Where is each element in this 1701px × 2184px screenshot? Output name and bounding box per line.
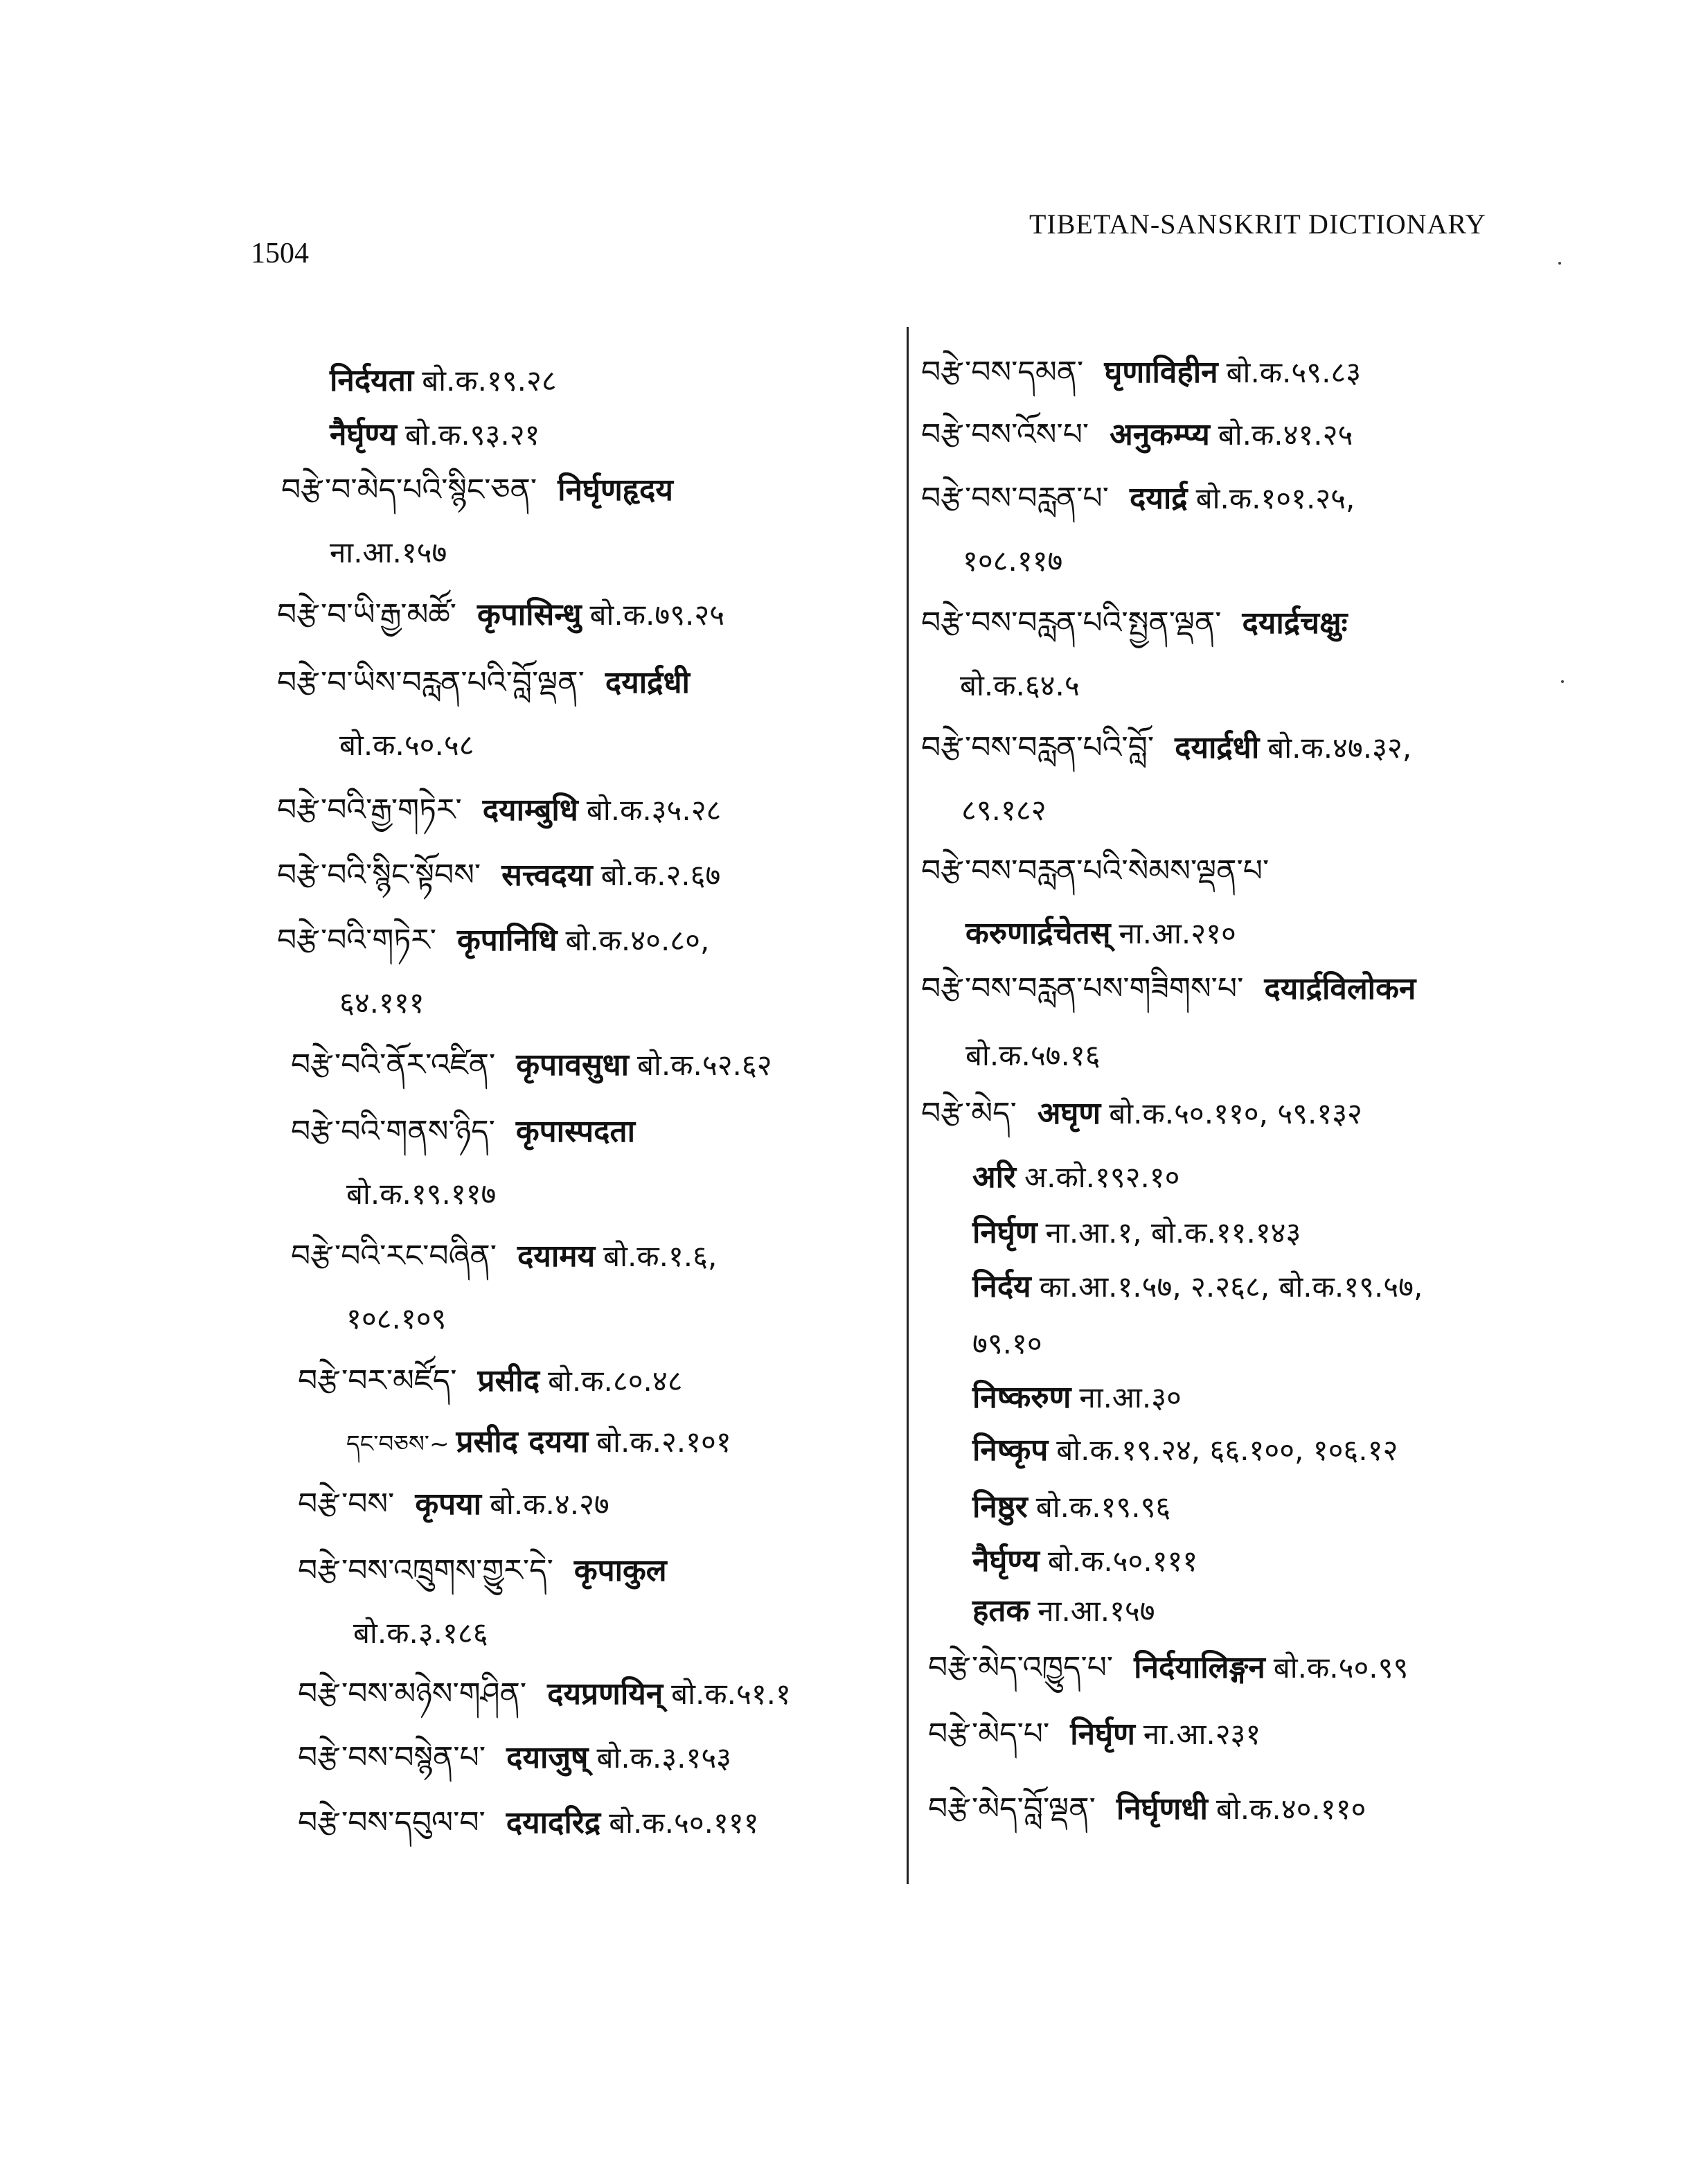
dictionary-entry — [921, 416, 1353, 454]
sanskrit-equivalent: निर्दय — [972, 1269, 1031, 1304]
source-reference: ना.आ.१, बो.क.११.१४३ — [1045, 1216, 1301, 1250]
tibetan-headword: བརྩེ་མེད་བློ་ལྡན་ — [928, 1791, 1096, 1827]
tibetan-headword: བརྩེ་བས་འོས་པ་ — [921, 417, 1089, 452]
source-reference: बो.क.५०.९९ — [1273, 1651, 1409, 1685]
tibetan-headword: བརྩེ་བའི་སྙིང་སྟོབས་ — [277, 858, 481, 893]
sanskrit-equivalent: दयार्द्रविलोकन — [1264, 971, 1416, 1006]
source-reference: बो.क.५०.१११ — [1047, 1544, 1198, 1578]
sanskrit-equivalent: सत्त्वदया — [501, 858, 593, 893]
sanskrit-equivalent: कृपास्पदता — [515, 1114, 636, 1149]
source-reference: बो.क.४१.२५ — [1218, 418, 1353, 452]
dictionary-entry — [963, 542, 1062, 580]
source-reference: १०८.१०९ — [346, 1302, 447, 1335]
sanskrit-equivalent: दयार्द्र — [1129, 481, 1188, 516]
dictionary-entry — [921, 970, 1416, 1009]
source-reference: ६४.१११ — [339, 986, 425, 1020]
source-reference: बो.क.१९.२८ — [422, 364, 557, 398]
dictionary-entry — [960, 666, 1080, 705]
tibetan-headword: བརྩེ་བའི་ནོར་འཛིན་ — [291, 1047, 496, 1083]
dictionary-entry — [346, 1423, 731, 1464]
sanskrit-equivalent: निर्घृणहृदय — [558, 472, 673, 508]
sanskrit-equivalent: अरि — [972, 1160, 1017, 1195]
source-reference: का.आ.१.५७, २.२६८, बो.क.१९.५७, — [1039, 1270, 1423, 1304]
dictionary-entry — [330, 362, 557, 400]
sanskrit-equivalent: प्रसीद — [477, 1363, 540, 1399]
dictionary-entry — [972, 1592, 1155, 1631]
dictionary-entry — [277, 921, 709, 960]
sanskrit-equivalent: दयार्द्रधी — [605, 665, 690, 700]
tibetan-headword: བརྩེ་བས་བརླན་པའི་བློ་ — [921, 730, 1155, 765]
dictionary-entry — [339, 984, 425, 1022]
dictionary-entry — [961, 791, 1047, 830]
source-reference: बो.क.५१.१ — [671, 1677, 791, 1711]
dictionary-entry — [298, 1739, 731, 1777]
sanskrit-equivalent: निर्घृण — [972, 1215, 1037, 1250]
tibetan-headword: བརྩེ་བའི་གནས་ཉིད་ — [291, 1114, 495, 1149]
tibetan-headword: བརྩེ་བས་དབུལ་བ་ — [298, 1805, 486, 1840]
dictionary-entry — [281, 471, 673, 510]
tibetan-headword: བརྩེ་མེད་འཁྱུད་པ་ — [928, 1650, 1114, 1685]
sanskrit-equivalent: निर्दयालिङ्गन — [1134, 1650, 1265, 1685]
sanskrit-equivalent: नैर्घृण्य — [972, 1543, 1040, 1579]
dictionary-entry — [330, 533, 447, 572]
dictionary-entry — [346, 1299, 446, 1338]
source-reference: ना.आ.२३१ — [1143, 1717, 1261, 1751]
tibetan-headword: བརྩེ་བས་བརླན་པས་གཟིགས་པ་ — [921, 971, 1244, 1006]
sanskrit-equivalent: कृपानिधि — [457, 923, 558, 958]
source-reference: ना.आ.१५७ — [330, 535, 447, 569]
source-reference: बो.क.६४.५ — [960, 668, 1080, 702]
tibetan-headword: བརྩེ་མེད་ — [921, 1096, 1017, 1131]
sanskrit-equivalent: कृपया — [415, 1486, 482, 1522]
source-reference: १०८.११७ — [963, 544, 1063, 578]
sanskrit-equivalent: दयाजुष् — [506, 1740, 589, 1775]
sanskrit-equivalent: निष्करुण — [972, 1380, 1071, 1415]
sanskrit-equivalent: नैर्घृण्य — [330, 417, 397, 452]
source-reference: बो.क.५७.१६ — [965, 1038, 1101, 1072]
dictionary-entry — [277, 664, 690, 702]
source-reference: बो.क.७९.२५ — [589, 598, 725, 632]
tibetan-headword: བརྩེ་བ་ཡིས་བརླན་པའི་བློ་ལྡན་ — [277, 665, 585, 700]
dictionary-entry — [965, 1036, 1101, 1075]
sanskrit-equivalent: दयादरिद्र — [506, 1805, 601, 1840]
sanskrit-equivalent: कृपावसुधा — [516, 1047, 630, 1083]
source-reference: ८९.१८२ — [961, 793, 1047, 827]
sanskrit-equivalent: दयार्द्रचक्षुः — [1242, 605, 1348, 641]
dictionary-entry — [298, 1362, 683, 1401]
dictionary-entry — [921, 729, 1411, 767]
dictionary-entry — [291, 1112, 635, 1151]
source-reference: बो.क.५०.५८ — [339, 728, 474, 762]
tibetan-headword: བརྩེ་བ་མེད་པའི་སྙིང་ཅན་ — [281, 472, 537, 508]
source-reference: बो.क.४७.३२, — [1267, 731, 1412, 765]
dictionary-entry — [291, 1046, 772, 1085]
source-reference: बो.क.२.१०१ — [596, 1425, 731, 1459]
dictionary-entry — [298, 1804, 759, 1843]
sanskrit-equivalent: कृपासिन्धु — [477, 597, 582, 632]
tibetan-headword: བརྩེ་བས་བརླན་པ་ — [921, 481, 1109, 516]
dictionary-entry — [298, 1485, 609, 1524]
source-reference: ७९.१० — [972, 1326, 1042, 1360]
source-reference: बो.क.४०.११० — [1215, 1792, 1366, 1826]
sanskrit-equivalent: निष्कृप — [972, 1432, 1049, 1468]
tibetan-headword: བརྩེ་བས་བརླན་པའི་སེམས་ལྡན་པ་ — [921, 853, 1270, 889]
sanskrit-equivalent: निर्घृण — [1070, 1716, 1135, 1752]
dictionary-entry — [277, 596, 724, 634]
sanskrit-equivalent: कृपाकुल — [573, 1553, 667, 1588]
sanskrit-equivalent: हतक — [972, 1593, 1030, 1628]
tibetan-headword: བརྩེ་བའི་རྒྱ་གཏེར་ — [277, 792, 462, 828]
source-reference: ना.आ.३० — [1079, 1380, 1182, 1414]
dictionary-entry — [972, 1158, 1180, 1197]
dictionary-entry — [965, 914, 1236, 953]
sanskrit-equivalent: घृणाविहीन — [1104, 355, 1218, 390]
tibetan-headword: བརྩེ་བས་དམན་ — [921, 355, 1084, 390]
prefix-abbreviation: དང་བཅས་~ — [346, 1430, 449, 1458]
dictionary-entry — [972, 1431, 1398, 1470]
page-number: 1504 — [251, 238, 309, 269]
dictionary-entry — [921, 604, 1348, 643]
tibetan-headword: བརྩེ་བས་མཉེས་གཤིན་ — [298, 1676, 527, 1712]
dictionary-entry — [972, 1324, 1042, 1363]
dictionary-entry — [277, 791, 721, 830]
tibetan-headword: བརྩེ་བས་བསྙེན་པ་ — [298, 1740, 486, 1775]
source-reference: बो.क.५०.११०, ५९.१३२ — [1109, 1097, 1362, 1130]
tibetan-headword: བརྩེ་བའི་གཏེར་ — [277, 923, 436, 958]
dictionary-entry — [339, 726, 474, 765]
dictionary-entry — [972, 1488, 1170, 1527]
dictionary-entry — [277, 856, 720, 895]
source-reference: बो.क.१.६, — [603, 1239, 718, 1273]
sanskrit-equivalent: दयप्रणयिन् — [547, 1676, 664, 1712]
source-reference: ना.आ.१५७ — [1037, 1594, 1155, 1628]
sanskrit-equivalent: करुणार्द्रचेतस् — [965, 916, 1111, 951]
tibetan-headword: བརྩེ་བའི་རང་བཞིན་ — [291, 1239, 497, 1274]
source-reference: बो.क.३५.२८ — [586, 793, 722, 827]
dictionary-entry — [972, 1378, 1182, 1417]
source-reference: बो.क.४.२७ — [490, 1487, 609, 1521]
source-reference: बो.क.१९.२४, ६६.१००, १०६.१२ — [1056, 1433, 1398, 1467]
dictionary-entry — [291, 1237, 717, 1276]
sanskrit-equivalent: अनुकम्प्य — [1110, 417, 1210, 452]
dictionary-entry — [928, 1715, 1261, 1754]
sanskrit-equivalent: निष्ठुर — [972, 1489, 1028, 1525]
sanskrit-equivalent: निर्घृणधी — [1116, 1791, 1208, 1827]
tibetan-headword: བརྩེ་མེད་པ་ — [928, 1716, 1050, 1752]
source-reference: बो.क.३.१५३ — [596, 1741, 731, 1775]
tibetan-headword: བརྩེ་བ་ཡི་རྒྱ་མཚོ་ — [277, 597, 456, 632]
dictionary-entry — [921, 353, 1361, 392]
sanskrit-equivalent: दयाम्बुधि — [482, 792, 578, 828]
sanskrit-equivalent: दयामय — [517, 1239, 596, 1274]
source-reference: बो.क.१९.९६ — [1035, 1490, 1171, 1524]
source-reference: अ.को.१९२.१० — [1024, 1160, 1180, 1194]
tibetan-headword: བརྩེ་བས་ — [298, 1486, 395, 1522]
tibetan-headword: བརྩེ་བས་འཁྲུགས་གྱུར་དེ་ — [298, 1553, 553, 1588]
dictionary-entry — [972, 1542, 1197, 1581]
source-reference: बो.क.८०.४८ — [548, 1364, 683, 1398]
dictionary-entry — [921, 479, 1355, 518]
dictionary-entry — [928, 1649, 1408, 1687]
sanskrit-equivalent: निर्दयता — [330, 363, 414, 398]
source-reference: बो.क.४०.८०, — [565, 923, 710, 957]
scan-speck — [1558, 262, 1561, 265]
running-head: TIBETAN-SANSKRIT DICTIONARY — [1029, 208, 1486, 240]
source-reference: बो.क.५०.१११ — [609, 1806, 759, 1840]
column-divider — [907, 327, 909, 1884]
scan-speck — [1561, 680, 1564, 683]
dictionary-entry — [921, 1094, 1362, 1133]
sanskrit-equivalent: दयार्द्रधी — [1175, 730, 1260, 765]
dictionary-entry — [330, 416, 540, 454]
dictionary-entry — [921, 852, 1290, 891]
source-reference: बो.क.१९.११७ — [346, 1177, 497, 1211]
dictionary-entry — [298, 1675, 791, 1714]
source-reference: बो.क.२.६७ — [600, 858, 721, 892]
sanskrit-equivalent: अघृण — [1037, 1096, 1101, 1131]
source-reference: ना.आ.२१० — [1119, 916, 1236, 950]
tibetan-headword: བརྩེ་བར་མཛོད་ — [298, 1363, 457, 1399]
dictionary-entry — [353, 1614, 488, 1653]
tibetan-headword: བརྩེ་བས་བརླན་པའི་སྤྱན་ལྡན་ — [921, 605, 1222, 641]
dictionary-entry — [346, 1175, 496, 1214]
dictionary-entry — [972, 1214, 1301, 1252]
dictionary-entry — [928, 1790, 1366, 1829]
sanskrit-equivalent: प्रसीद दयया — [456, 1424, 589, 1459]
source-reference: बो.क.५९.८३ — [1226, 355, 1362, 389]
dictionary-entry — [298, 1552, 667, 1590]
source-reference: बो.क.१०१.२५, — [1195, 481, 1355, 515]
source-reference: बो.क.३.१८६ — [353, 1616, 488, 1650]
source-reference: बो.क.५२.६२ — [637, 1048, 772, 1082]
source-reference: बो.क.९३.२१ — [404, 418, 540, 452]
dictionary-entry — [972, 1268, 1423, 1306]
